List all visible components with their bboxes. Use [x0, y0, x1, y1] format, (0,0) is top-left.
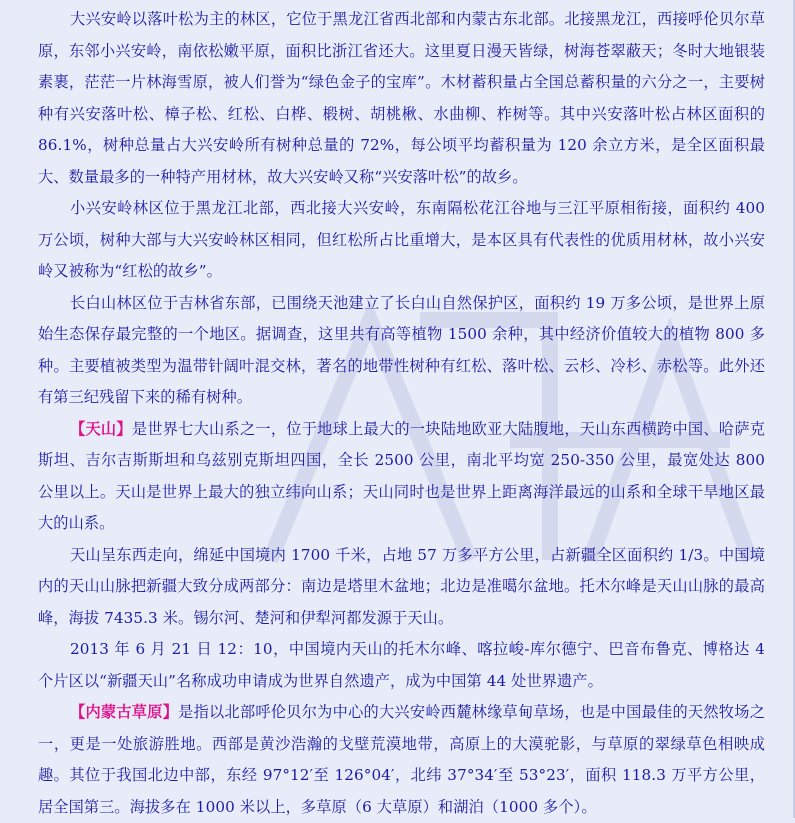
tag-tianshan: 天山	[85, 419, 117, 438]
tag-close-bracket: 】	[116, 419, 132, 438]
paragraph-changbaishan	[38, 288, 765, 414]
paragraph-tianshan	[38, 414, 765, 540]
paragraph-neimenggu	[38, 697, 765, 823]
tag-close-bracket: 】	[162, 703, 179, 721]
paragraph-text: 大兴安岭以落叶松为主的林区，它位于黑龙江省西北部和内蒙古东北部。北接黑龙江，西接呼伦贝尔草原，东邻小兴安岭，南依松嫩平原，面积比浙江省还大。这里夏日漫天皆绿，树海苍翠蔽天；冬时大地银装素裹，茫茫一片林海雪原，被人们誉为“绿色金子的宝库”。木材蓄积量占全国总蓄积量的六分之一，主要树种有兴安落叶松、樟子松、红松、白桦、椴树、胡桃楸、水曲柳、柞树等。其中兴安落叶松占林区面积的 86.1%，树种总量占大兴安岭所有树种总量的 72%，每公顷平均蓄积量为 120 余立方米，是全区面积最大、数量最多的一种特产用材林，故大兴安岭又称“兴安落叶松”的故乡。	[38, 10, 765, 186]
paragraph-text: 是指以北部呼伦贝尔为中心的大兴安岭西麓林缘草甸草场，也是中国最佳的天然牧场之一，更是一处旅游胜地。西部是黄沙浩瀚的戈壁荒漠地带，高原上的大漠驼影，与草原的翠绿草色相映成趣。其位于我国北边中部，东经 97°12′至 126°04′，北纬 37°34′至 53°23′，面积 118.3 万平方公里，居全国第三。海拔多在 1000 米以上，多草原（6 大草原）和湖泊（1000 多个）。	[38, 703, 765, 816]
paragraph-tianshan-heritage	[38, 634, 765, 697]
paragraph-text: 2013 年 6 月 21 日 12：10，中国境内天山的托木尔峰、喀拉峻-库尔德宁、巴音布鲁克、博格达 4 个片区以“新疆天山”名称成功申请成为世界自然遗产，成为中国第 44 处世界遗产。	[38, 640, 765, 690]
tag-neimenggu: 内蒙古草原	[85, 703, 163, 721]
paragraph-xiaoxinganling	[38, 193, 765, 288]
tag-open-bracket: 【	[70, 703, 86, 721]
paragraph-tianshan-extent	[38, 540, 765, 635]
paragraph-text: 小兴安岭林区位于黑龙江北部，西北接大兴安岭，东南隔松花江谷地与三江平原相衔接，面积约 400 万公顷，树种大部与大兴安岭林区相同，但红松所占比重增大，是本区具有代表性的优质用材林，故小兴安岭又被称为“红松的故乡”。	[38, 199, 765, 280]
paragraph-text: 是世界七大山系之一，位于地球上最大的一块陆地欧亚大陆腹地，天山东西横跨中国、哈萨克斯坦、吉尔吉斯斯坦和乌兹别克斯坦四国，全长 2500 公里，南北平均宽 250-350 公里，最宽处达 800 公里以上。天山是世界上最大的独立纬向山系；天山同时也是世界上距离海洋最远的山系和全球干旱地区最大的山系。	[38, 419, 765, 532]
paragraph-text: 长白山林区位于吉林省东部，已围绕天池建立了长白山自然保护区，面积约 19 万多公顷，是世界上原始生态保存最完整的一个地区。据调查，这里共有高等植物 1500 余种，其中经济价值较大的植物 800 多种。主要植被类型为温带针阔叶混交林，著名的地带性树种有红松、落叶松、云杉、冷杉、赤松等。此外还有第三纪残留下来的稀有树种。	[38, 293, 765, 406]
paragraph-text: 天山呈东西走向，绵延中国境内 1700 千米，占地 57 万多平方公里，占新疆全区面积约 1/3。中国境内的天山山脉把新疆大致分成两部分：南边是塔里木盆地；北边是准噶尔盆地。托木尔峰是天山山脉的最高峰，海拔 7435.3 米。锡尔河、楚河和伊犁河都发源于天山。	[38, 545, 765, 627]
paragraph-daxinganling	[38, 4, 765, 193]
tag-open-bracket: 【	[70, 419, 86, 438]
